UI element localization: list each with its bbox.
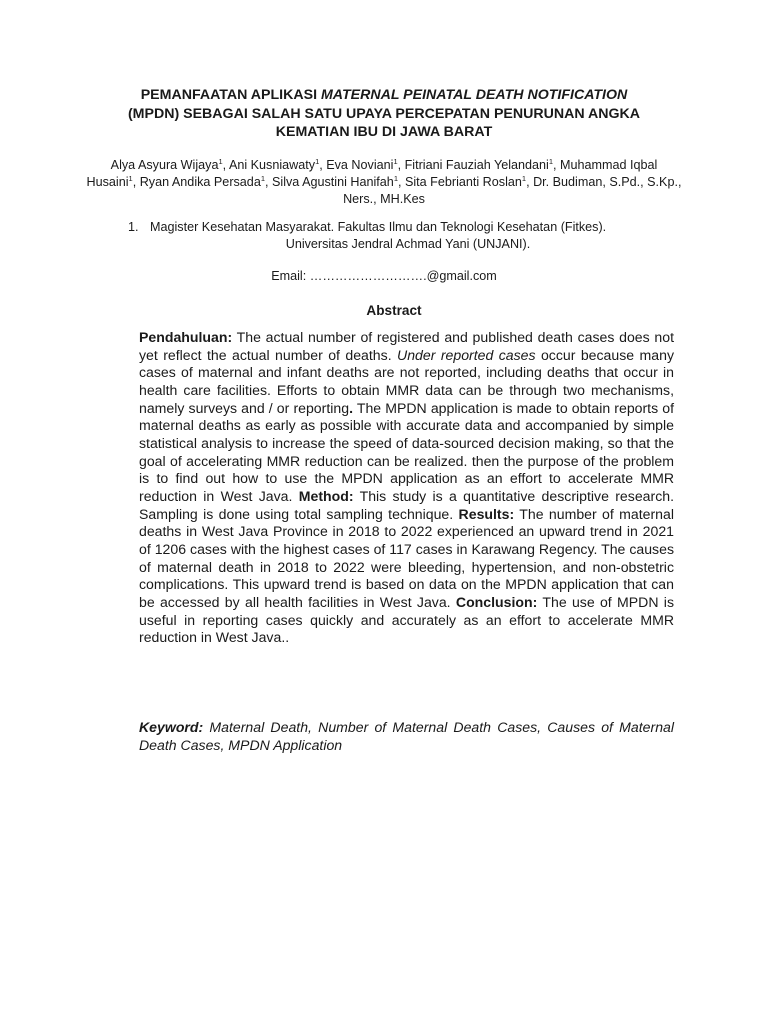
title-part-2: (MPDN) SEBAGAI SALAH SATU UPAYA PERCEPATAN PENURUNAN ANGKA KEMATIAN IBU DI JAWA BARAT — [127, 105, 641, 140]
author-name: Fitriani Fauziah Yelandani — [404, 158, 549, 172]
keyword-label: Keyword: — [139, 719, 204, 735]
intro-label: Pendahuluan: — [139, 329, 233, 345]
author-affiliation-mark: 1 — [260, 174, 265, 183]
author-name: Silva Agustini Hanifah — [272, 175, 394, 189]
intro-italic: Under reported cases — [397, 346, 536, 363]
affiliation-line-1: Magister Kesehatan Masyarakat. Fakultas Ilmu dan Teknologi Kesehatan (Fitkes). — [150, 220, 607, 234]
intro-text: The actual number of registered and published death cases does not yet reflect the actual number of deaths. — [139, 329, 674, 363]
results-text: The number of maternal deaths in West Java Province in 2018 to 2022 experienced an upward trend in 2021 of 1206 cases with the highest cases of 117 cases in Karawang Regency. The causes of maternal death in 2018 to 2022 were bleeding, hypertension, and non-obstetric complications. This upward trend is based on data on the MPDN application that can be accessed by all health facilities in West Java. — [139, 505, 674, 610]
author-affiliation-mark: 1 — [393, 157, 398, 166]
intro-dot: . — [349, 399, 353, 416]
affiliation-line-2: Universitas Jendral Achmad Yani (UNJANI). — [285, 237, 531, 251]
author-name: Alya Asyura Wijaya — [110, 158, 219, 172]
author-name: Ani Kusniawaty — [228, 158, 316, 172]
keyword-text: Maternal Death, Number of Maternal Death Cases, Causes of Maternal Death Cases, MPDN Application — [139, 719, 674, 753]
method-text: This study is a quantitative descriptive research. Sampling is done using total sampling technique. — [139, 487, 674, 522]
intro-text-2: occur because many cases of maternal and infant deaths are not reported, including deaths that occur in health care facilities. Efforts to obtain MMR data can be through two mechanisms, namely surveys and / or reporting — [139, 346, 674, 416]
author-affiliation-mark: 1 — [548, 157, 554, 166]
author-affiliation-mark: 1 — [393, 174, 398, 183]
author-name: Eva Noviani — [326, 158, 394, 172]
keyword-paragraph — [139, 719, 674, 754]
author-list: Alya Asyura Wijaya$^1$, Ani Kusniawaty$^1$, Eva Noviani$^1$, Fitriani Fauziah Yelandani$^1$, Muhammad Iqbal Husaini$^1$, Ryan Andika Persada$^1$, Silva Agustini Hanifah$^1$, Sita Febrianti Roslan$^1$, Dr. Budiman, S.Pd., S.Kp., Ners., MH.Kes — [86, 157, 682, 206]
affiliation — [122, 219, 682, 253]
author-name: Dr. Budiman, S.Pd., S.Kp., Ners., MH.Kes — [343, 175, 682, 206]
paper-title — [90, 86, 678, 142]
abstract-body — [139, 329, 674, 647]
conclusion-text: The use of MPDN is useful in reporting cases quickly and accurately as an effort to accelerate MMR reduction in West Java.. — [139, 593, 674, 646]
title-part-1: PEMANFAATAN APLIKASI — [140, 87, 321, 103]
author-name: Sita Febrianti Roslan — [404, 175, 522, 189]
email-line: Email: ……………………….@gmail.com — [271, 269, 497, 283]
intro-text-3: The MPDN application is made to obtain reports of maternal deaths as early as possible with accurate data and accompanied by simple statistical analysis to increase the speed of data-sourced decision making, so that the goal of accelerating MMR reduction can be realized. then the purpose of the problem is to find out how to use the MPDN application as an effort to accelerate MMR reduction in West Java. — [139, 399, 674, 504]
affiliation-number: 1. — [128, 220, 139, 234]
results-label: Results: — [458, 505, 515, 522]
title-italic: MATERNAL PEINATAL DEATH NOTIFICATION — [320, 87, 628, 103]
author-name: Ryan Andika Persada — [139, 175, 261, 189]
abstract-heading: Abstract — [366, 303, 422, 318]
author-name: Muhammad Iqbal Husaini — [86, 158, 658, 189]
method-label: Method: — [298, 487, 354, 504]
author-affiliation-mark: 1 — [521, 174, 527, 183]
conclusion-label: Conclusion: — [455, 593, 538, 610]
author-affiliation-mark: 1 — [218, 157, 223, 166]
author-affiliation-mark: 1 — [128, 174, 133, 183]
author-affiliation-mark: 1 — [315, 157, 320, 166]
